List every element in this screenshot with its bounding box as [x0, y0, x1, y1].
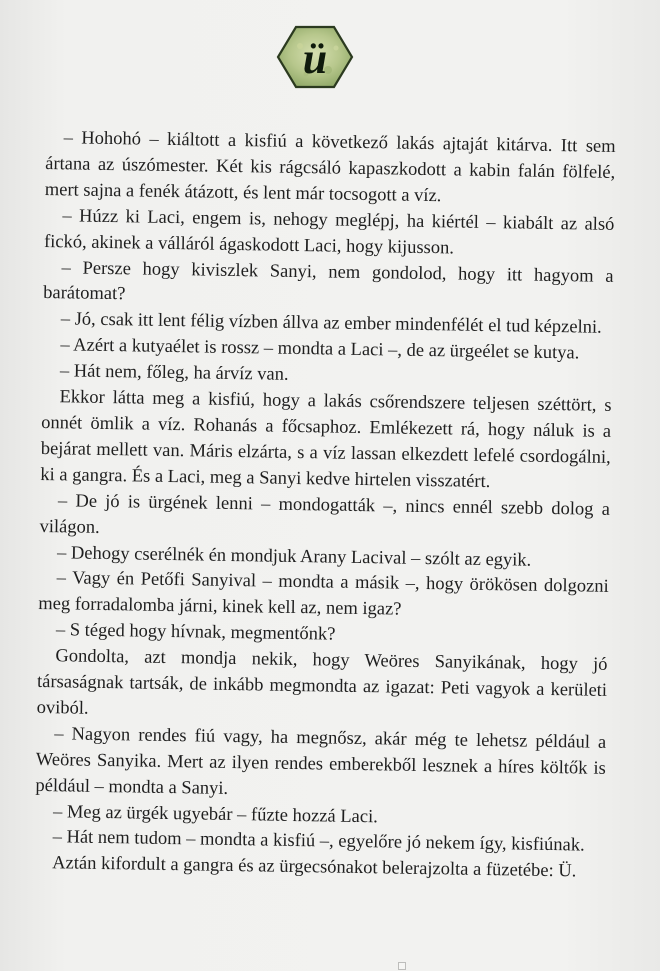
- paragraph: – Nagyon rendes fiú vagy, ha megnősz, akár még te lehetsz például a Weöres Sanyika. Mert az ilyen rendes emberekből lesznek a híres költők is például – mondta a Sanyi.: [35, 724, 607, 799]
- paragraph: – Hát nem tudom – mondta a kisfiú –, egyelőre jó nekem így, kisfiúnak.: [52, 827, 585, 857]
- paragraph: – Azért a kutyaélet is rossz – mondta a Laci –, de az ürgeélet se kutya.: [60, 335, 580, 364]
- paragraph: – Húzz ki Laci, engem is, nehogy meglépj, ha kiértél – kiabált az alsó fickó, akinek a válláról ágaskodott Laci, hogy kijusson.: [43, 205, 615, 259]
- paragraph: – Vagy én Petőfi Sanyival – mondta a másik –, hogy örökösen dolgozni meg forradalomba járni, kinek kell az, nem igaz?: [38, 568, 609, 620]
- paragraph: – De jó is ürgének lenni – mondogatták –, nincs ennél szebb dolog a világon.: [39, 490, 611, 538]
- emblem-letter: ü: [302, 34, 328, 83]
- paragraph: Aztán kifordult a gangra és az ürgecsónakot belerajzolta a füzetébe: Ü.: [52, 853, 577, 882]
- story-text: [34, 116, 616, 886]
- emblem-graphic: [276, 24, 354, 90]
- page-edge-mark: [398, 962, 406, 970]
- paragraph: Gondolta, azt mondja nekik, hogy Weöres Sanyikának, hogy jó társaságnak tartsák, de inkább megmondta az igazat: Peti vagyok a kerületi oviból.: [36, 646, 608, 719]
- paragraph: – S téged hogy hívnak, megmentőnk?: [55, 620, 336, 645]
- paragraph: – Jó, csak itt lent félig vízben állva az ember mindenfélét el tud képzelni.: [60, 309, 602, 339]
- u-umlaut-hexagon-emblem-icon: [276, 24, 354, 90]
- paragraph: – Meg az ürgék ugyebár – fűzte hozzá Laci.: [52, 801, 379, 827]
- paragraph: – Dehogy cserélnék én mondjuk Arany Lacival – szólt az egyik.: [56, 542, 532, 571]
- paragraph: Ekkor látta meg a kisfiú, hogy a lakás csőrendszere teljesen széttört, s onnét ömlik a víz. Rohanás a főcsaphoz. Emlékezett rá, hogy náluk is a bejárat mellett van. Máris elzárta, s a víz lassan elkezdett lefelé csordogálni, ki a gangra. És a Laci, meg a Sanyi kedve hirtelen visszatért.: [40, 387, 612, 492]
- paragraph: – Hohohó – kiáltott a kisfiú a következő lakás ajtaját kitárva. Itt sem ártana az úszómester. Két kis rágcsáló kapaszkodott a kabin falán fölfelé, mert sajna a fenék átázott, és lent már tocsogott a víz.: [44, 128, 616, 207]
- paragraph: – Persze hogy kiviszlek Sanyi, nem gondolod, hogy itt hagyom a barátomat?: [43, 257, 614, 305]
- paragraph: – Hát nem, főleg, ha árvíz van.: [59, 361, 289, 385]
